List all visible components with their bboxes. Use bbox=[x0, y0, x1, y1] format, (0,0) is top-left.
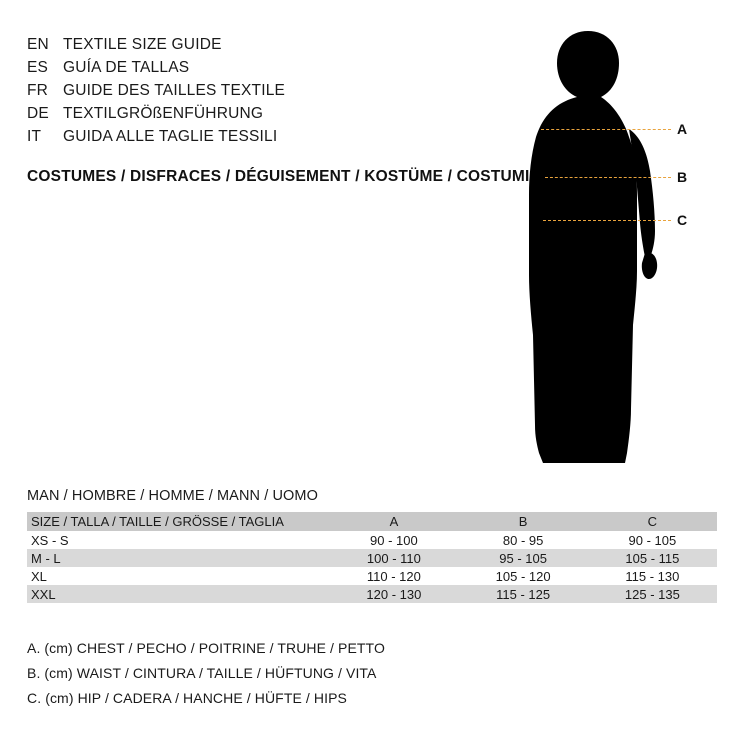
cell-a: 100 - 110 bbox=[329, 549, 458, 567]
language-row-en bbox=[27, 36, 497, 59]
cell-b: 105 - 120 bbox=[459, 567, 588, 585]
cell-c: 125 - 135 bbox=[588, 585, 717, 603]
cell-size: XL bbox=[27, 567, 329, 585]
language-row-fr bbox=[27, 82, 497, 105]
male-silhouette-icon bbox=[505, 25, 720, 470]
cell-b: 80 - 95 bbox=[459, 531, 588, 549]
cell-a: 90 - 100 bbox=[329, 531, 458, 549]
measure-line-a bbox=[541, 129, 671, 130]
cell-c: 90 - 105 bbox=[588, 531, 717, 549]
language-text-es: GUÍA DE TALLAS bbox=[63, 59, 190, 76]
measurement-legend bbox=[27, 640, 627, 715]
measure-line-c bbox=[543, 220, 671, 221]
table-row bbox=[27, 585, 717, 603]
size-table-head bbox=[27, 512, 717, 531]
column-header-b: B bbox=[459, 512, 588, 531]
language-code-it: IT bbox=[27, 128, 42, 145]
cell-size: XS - S bbox=[27, 531, 329, 549]
cell-size: M - L bbox=[27, 549, 329, 567]
language-row-es bbox=[27, 59, 497, 82]
size-table bbox=[27, 512, 717, 603]
column-header-a: A bbox=[329, 512, 458, 531]
size-table-body bbox=[27, 531, 717, 603]
table-header-row bbox=[27, 512, 717, 531]
language-header-block bbox=[27, 36, 497, 151]
language-row-it bbox=[27, 128, 497, 151]
table-row bbox=[27, 531, 717, 549]
column-header-c: C bbox=[588, 512, 717, 531]
cell-b: 115 - 125 bbox=[459, 585, 588, 603]
language-code-de: DE bbox=[27, 105, 49, 122]
cell-size: XXL bbox=[27, 585, 329, 603]
table-caption: MAN / HOMBRE / HOMME / MANN / UOMO bbox=[27, 488, 318, 504]
language-row-de bbox=[27, 105, 497, 128]
measure-line-b bbox=[545, 177, 671, 178]
cell-b: 95 - 105 bbox=[459, 549, 588, 567]
language-code-en: EN bbox=[27, 36, 49, 53]
language-code-fr: FR bbox=[27, 82, 49, 99]
figure-illustration bbox=[505, 25, 720, 470]
measure-label-b: B bbox=[677, 169, 688, 185]
legend-row-b: B. (cm) WAIST / CINTURA / TAILLE / HÜFTUNG / VITA bbox=[27, 665, 377, 681]
size-table-section bbox=[27, 488, 717, 603]
table-row bbox=[27, 567, 717, 585]
cell-a: 110 - 120 bbox=[329, 567, 458, 585]
cell-c: 105 - 115 bbox=[588, 549, 717, 567]
language-text-de: TEXTILGRÖßENFÜHRUNG bbox=[63, 105, 264, 122]
table-row bbox=[27, 549, 717, 567]
cell-c: 115 - 130 bbox=[588, 567, 717, 585]
measure-label-c: C bbox=[677, 212, 688, 228]
measure-label-a: A bbox=[677, 121, 688, 137]
legend-row-c: C. (cm) HIP / CADERA / HANCHE / HÜFTE / HIPS bbox=[27, 690, 347, 706]
language-text-it: GUIDA ALLE TAGLIE TESSILI bbox=[63, 128, 278, 145]
language-text-fr: GUIDE DES TAILLES TEXTILE bbox=[63, 82, 286, 99]
cell-a: 120 - 130 bbox=[329, 585, 458, 603]
legend-row-a: A. (cm) CHEST / PECHO / POITRINE / TRUHE / PETTO bbox=[27, 640, 385, 656]
category-heading: COSTUMES / DISFRACES / DÉGUISEMENT / KOSTÜME / COSTUMI bbox=[27, 168, 530, 185]
language-code-es: ES bbox=[27, 59, 49, 76]
column-header-size: SIZE / TALLA / TAILLE / GRÖSSE / TAGLIA bbox=[27, 512, 329, 531]
language-text-en: TEXTILE SIZE GUIDE bbox=[63, 36, 222, 53]
